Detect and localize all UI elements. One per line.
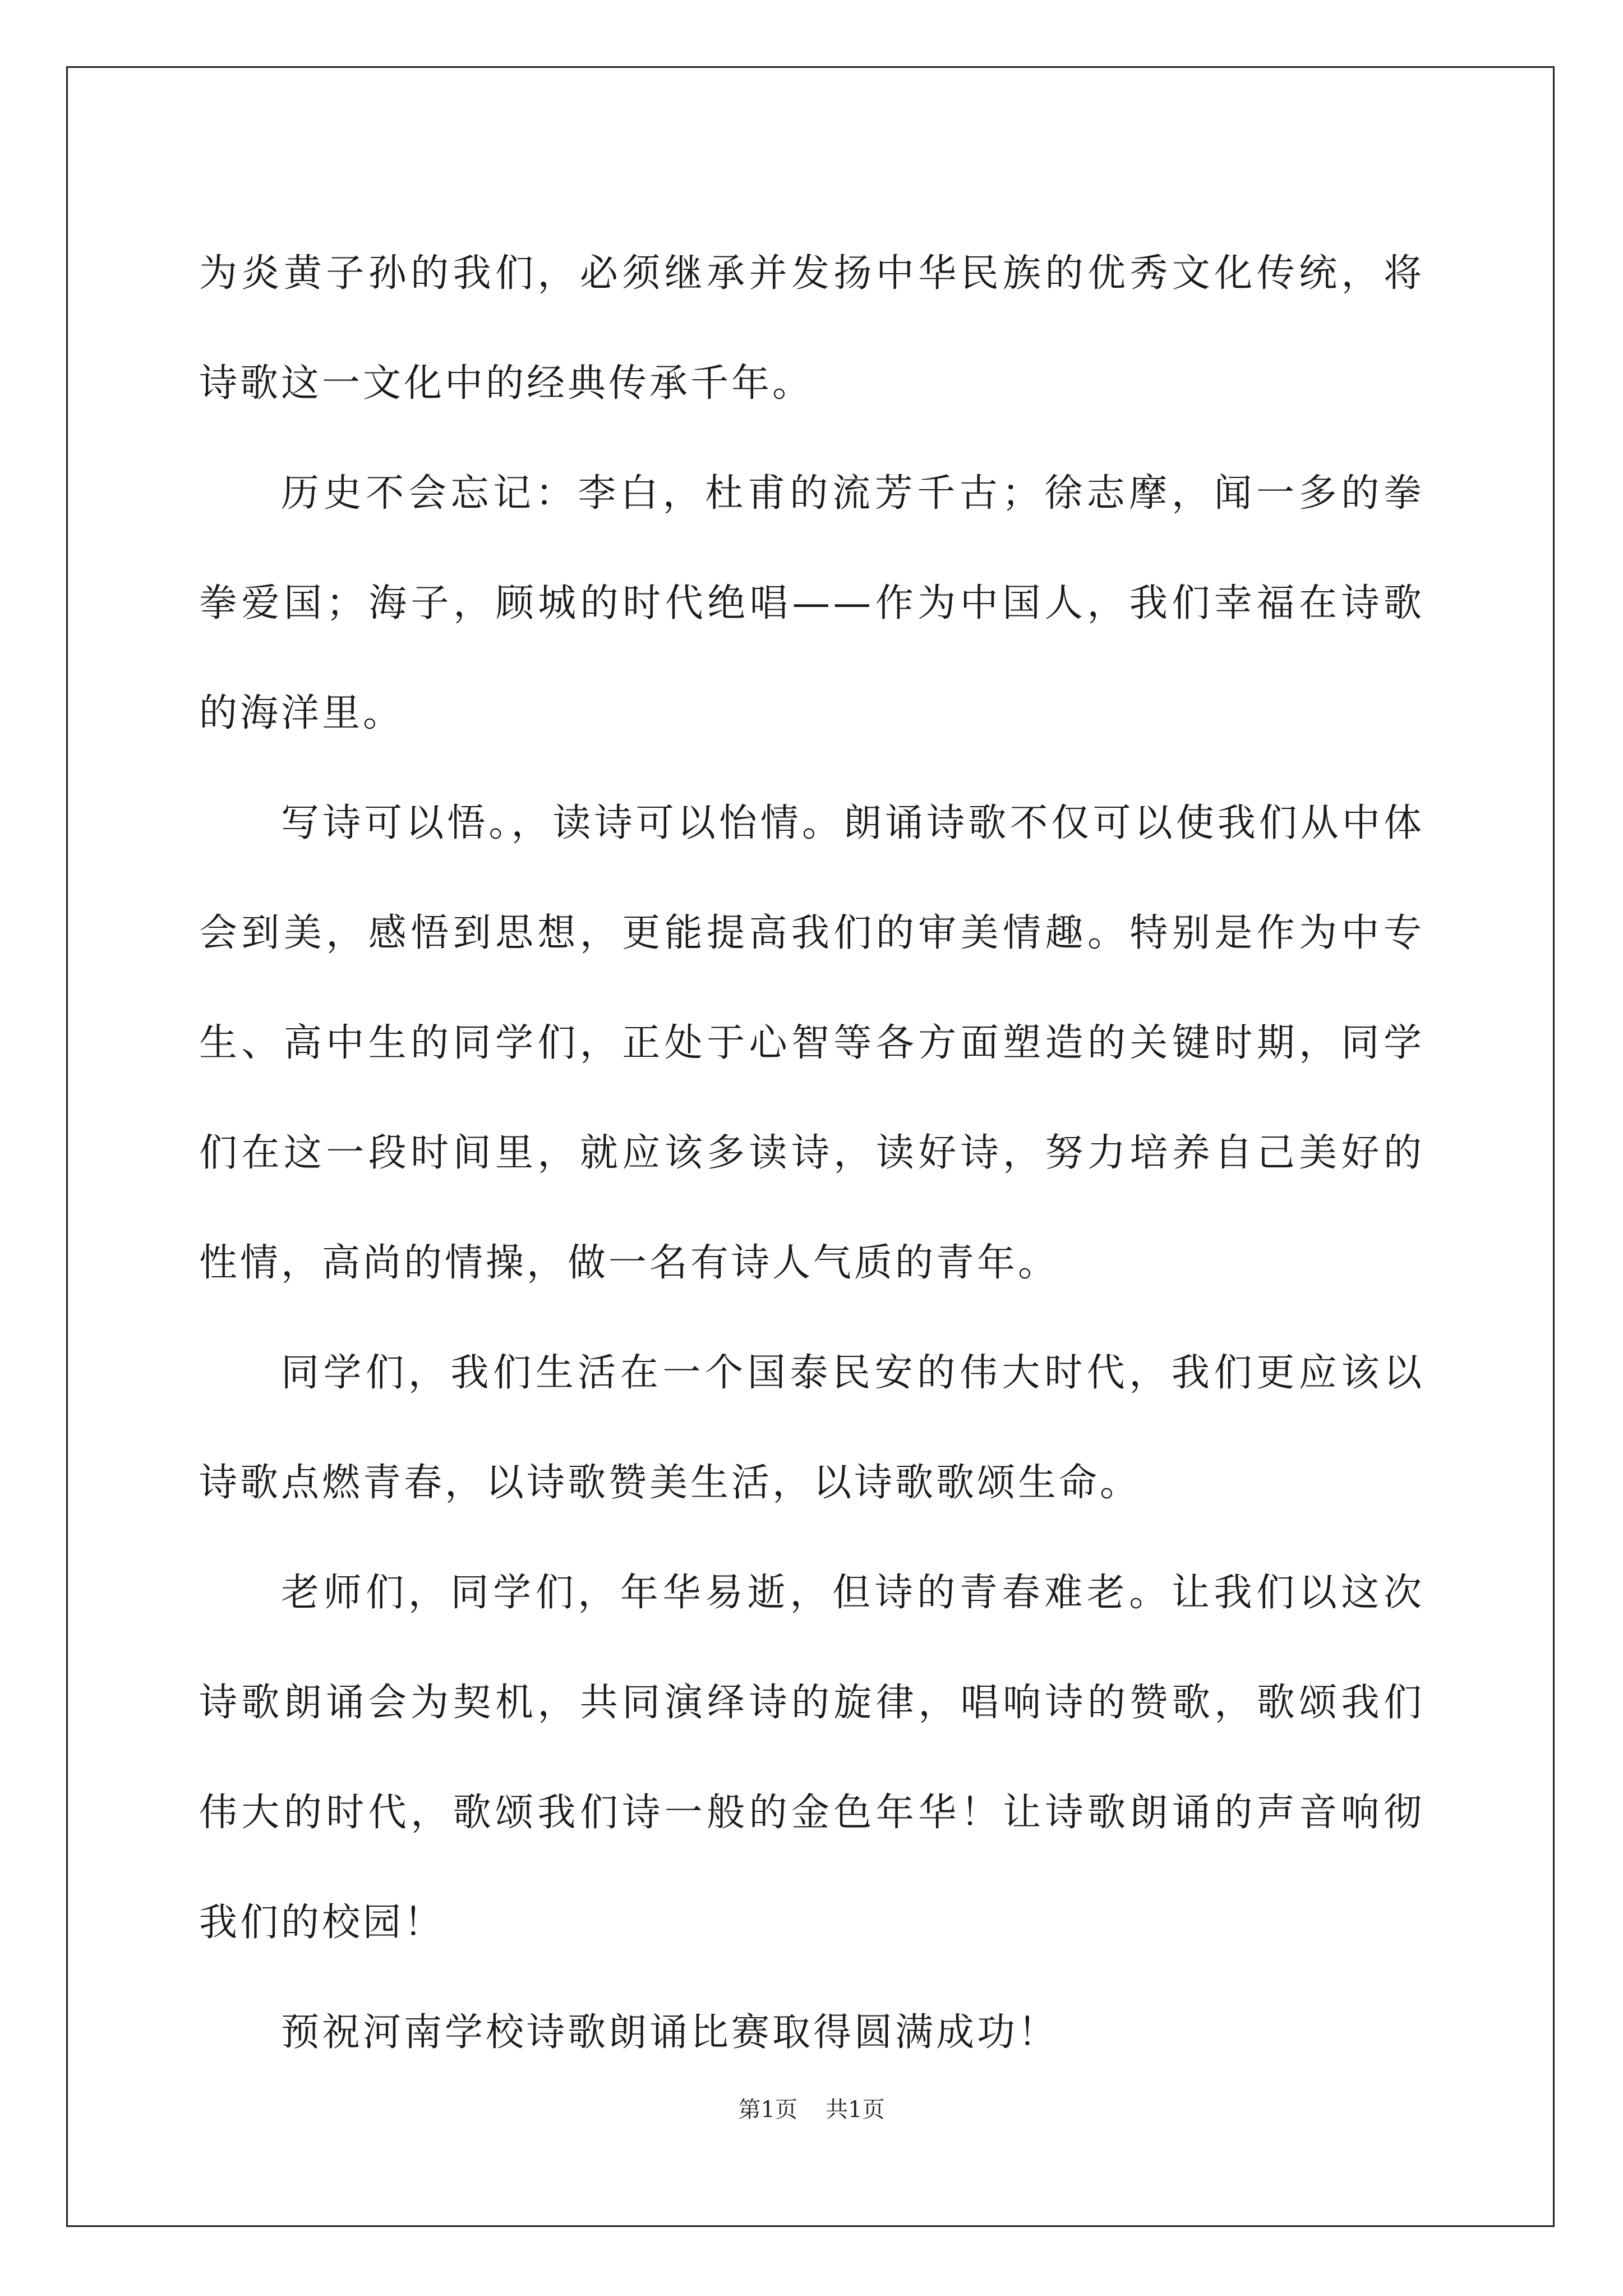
paragraph-5: 老师们，同学们，年华易逝，但诗的青春难老。让我们以这次诗歌朗诵会为契机，共同演绎诗的旋律，唱响诗的赞歌，歌颂我们伟大的时代，歌颂我们诗一般的金色年华！让诗歌朗诵的声音响彻我们的校园！ [199, 1571, 1424, 1945]
paragraph-6: 预祝河南学校诗歌朗诵比赛取得圆满成功！ [281, 2010, 1059, 2055]
page-total: 共1页 [826, 2097, 885, 2123]
page-number: 第1页 [738, 2097, 797, 2123]
paragraph-2: 历史不会忘记：李白，杜甫的流芳千古；徐志摩，闻一多的拳拳爱国；海子，顾城的时代绝唱——作为中国人，我们幸福在诗歌的海洋里。 [199, 471, 1424, 735]
paragraph-4: 同学们，我们生活在一个国泰民安的伟大时代，我们更应该以诗歌点燃青春，以诗歌赞美生活，以诗歌歌颂生命。 [199, 1351, 1424, 1505]
paragraph-1: 为炎黄子孙的我们，必须继承并发扬中华民族的优秀文化传统，将诗歌这一文化中的经典传承千年。 [199, 251, 1424, 406]
document-body [199, 219, 1424, 2088]
paragraph-3: 写诗可以悟。，读诗可以怡情。朗诵诗歌不仅可以使我们从中体会到美，感悟到思想，更能提高我们的审美情趣。特别是作为中专生、高中生的同学们，正处于心智等各方面塑造的关键时期，同学们在这一段时间里，就应该多读诗，读好诗，努力培养自己美好的性情，高尚的情操，做一名有诗人气质的青年。 [199, 801, 1424, 1285]
page-footer [0, 2096, 1623, 2124]
